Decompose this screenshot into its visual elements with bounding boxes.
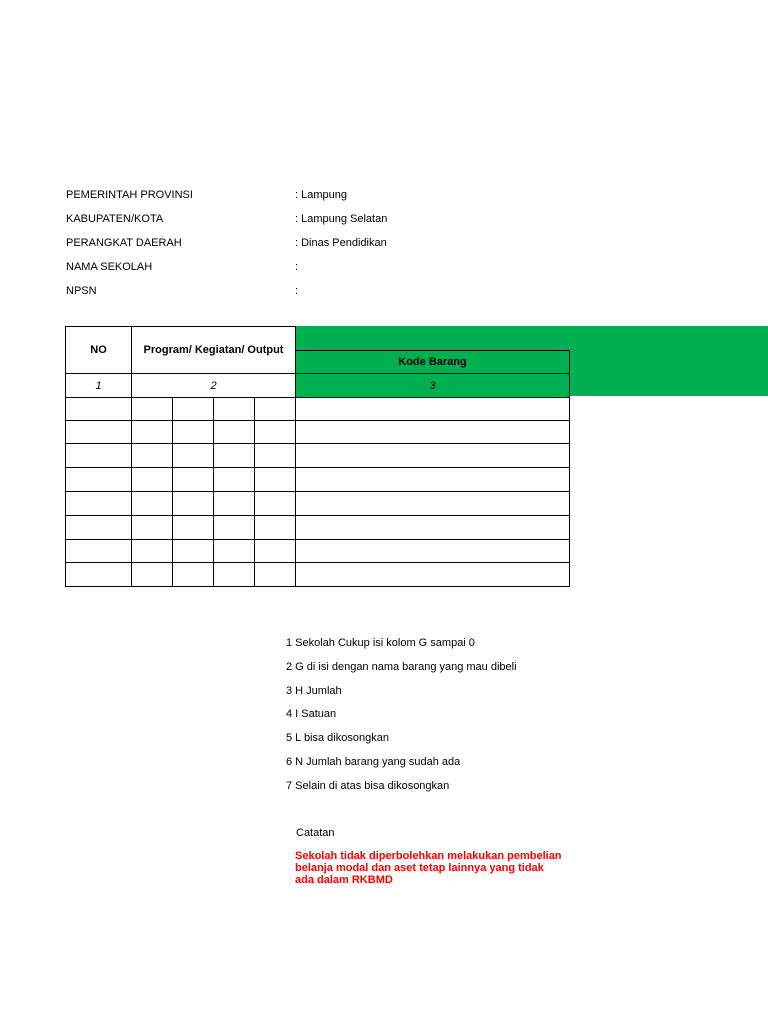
info-value: : bbox=[295, 285, 299, 297]
table-cell[interactable] bbox=[214, 492, 255, 516]
info-row-provinsi bbox=[66, 186, 486, 210]
table-cell[interactable] bbox=[173, 563, 214, 587]
table-cell[interactable] bbox=[173, 421, 214, 444]
info-row-npsn bbox=[66, 282, 486, 306]
table-row bbox=[66, 468, 570, 492]
note-item: 2 G di isi dengan nama barang yang mau dibeli bbox=[286, 660, 517, 673]
table-cell[interactable] bbox=[255, 398, 296, 421]
table-cell[interactable] bbox=[132, 540, 173, 563]
table-cell[interactable] bbox=[173, 492, 214, 516]
table-cell[interactable] bbox=[214, 516, 255, 540]
table-cell[interactable] bbox=[296, 468, 570, 492]
note-item: 7 Selain di atas bisa dikosongkan bbox=[286, 779, 450, 792]
table-cell[interactable] bbox=[66, 398, 132, 421]
table-cell[interactable] bbox=[214, 468, 255, 492]
info-value: : bbox=[295, 261, 299, 273]
table-cell[interactable] bbox=[66, 516, 132, 540]
table-cell[interactable] bbox=[132, 492, 173, 516]
header-green-top bbox=[296, 327, 570, 351]
info-label: NPSN bbox=[66, 285, 97, 297]
table-cell[interactable] bbox=[132, 468, 173, 492]
table-cell[interactable] bbox=[296, 516, 570, 540]
note-item: 1 Sekolah Cukup isi kolom G sampai 0 bbox=[286, 637, 475, 649]
table-row bbox=[66, 563, 570, 587]
table-cell[interactable] bbox=[255, 444, 296, 468]
note-item: 4 I Satuan bbox=[286, 708, 337, 721]
table-cell[interactable] bbox=[255, 540, 296, 563]
table-cell[interactable] bbox=[66, 492, 132, 516]
table-cell[interactable] bbox=[66, 563, 132, 587]
table-cell[interactable] bbox=[255, 421, 296, 444]
info-row-perangkat bbox=[66, 234, 486, 258]
table-cell[interactable] bbox=[255, 516, 296, 540]
table-row bbox=[66, 444, 570, 468]
table-cell[interactable] bbox=[214, 563, 255, 587]
info-label: KABUPATEN/KOTA bbox=[66, 213, 164, 225]
info-row-kabupaten bbox=[66, 210, 486, 234]
column-number: 3 bbox=[296, 374, 570, 398]
table-cell[interactable] bbox=[296, 540, 570, 563]
table-cell[interactable] bbox=[296, 398, 570, 421]
note-item: 6 N Jumlah barang yang sudah ada bbox=[286, 755, 461, 768]
table-cell[interactable] bbox=[132, 516, 173, 540]
table-cell[interactable] bbox=[255, 563, 296, 587]
table-cell[interactable] bbox=[132, 421, 173, 444]
header-program: Program/ Kegiatan/ Output bbox=[132, 327, 296, 374]
catatan-title: Catatan bbox=[296, 827, 335, 839]
info-row-nama-sekolah bbox=[66, 258, 486, 282]
table-cell[interactable] bbox=[214, 444, 255, 468]
table-cell[interactable] bbox=[173, 516, 214, 540]
table-cell[interactable] bbox=[255, 468, 296, 492]
info-label: NAMA SEKOLAH bbox=[66, 261, 153, 273]
table-cell[interactable] bbox=[296, 492, 570, 516]
table-cell[interactable] bbox=[173, 444, 214, 468]
header-kode-barang: Kode Barang bbox=[296, 351, 570, 374]
table-cell[interactable] bbox=[214, 540, 255, 563]
header-no: NO bbox=[66, 327, 132, 374]
instruction-notes bbox=[286, 634, 517, 801]
table-cell[interactable] bbox=[296, 563, 570, 587]
note-item: 3 H Jumlah bbox=[286, 684, 342, 697]
table-cell[interactable] bbox=[132, 398, 173, 421]
info-value: : Lampung bbox=[295, 189, 347, 201]
info-value: : Dinas Pendidikan bbox=[295, 237, 387, 249]
table-row bbox=[66, 516, 570, 540]
header-info bbox=[66, 186, 486, 306]
table-cell[interactable] bbox=[132, 563, 173, 587]
table-cell[interactable] bbox=[214, 398, 255, 421]
table-cell[interactable] bbox=[132, 444, 173, 468]
table-cell[interactable] bbox=[66, 444, 132, 468]
catatan-warning: Sekolah tidak diperbolehkan melakukan pembelian belanja modal dan aset tetap lainnya yang tidak ada dalam RKBMD bbox=[295, 850, 562, 886]
table-row bbox=[66, 421, 570, 444]
table-row bbox=[66, 398, 570, 421]
info-label: PERANGKAT DAERAH bbox=[66, 237, 182, 249]
table-cell[interactable] bbox=[66, 421, 132, 444]
table-cell[interactable] bbox=[296, 421, 570, 444]
column-number: 2 bbox=[132, 374, 296, 398]
table-cell[interactable] bbox=[173, 398, 214, 421]
table-cell[interactable] bbox=[214, 421, 255, 444]
table-cell[interactable] bbox=[173, 468, 214, 492]
table-cell[interactable] bbox=[255, 492, 296, 516]
table-cell[interactable] bbox=[296, 444, 570, 468]
column-number: 1 bbox=[66, 374, 132, 398]
table-row bbox=[66, 540, 570, 563]
info-label: PEMERINTAH PROVINSI bbox=[66, 189, 193, 201]
info-value: : Lampung Selatan bbox=[295, 213, 388, 225]
table-cell[interactable] bbox=[173, 540, 214, 563]
barang-table bbox=[65, 326, 570, 587]
note-item: 5 L bisa dikosongkan bbox=[286, 732, 389, 745]
table-cell[interactable] bbox=[66, 468, 132, 492]
table-row bbox=[66, 492, 570, 516]
table-cell[interactable] bbox=[66, 540, 132, 563]
